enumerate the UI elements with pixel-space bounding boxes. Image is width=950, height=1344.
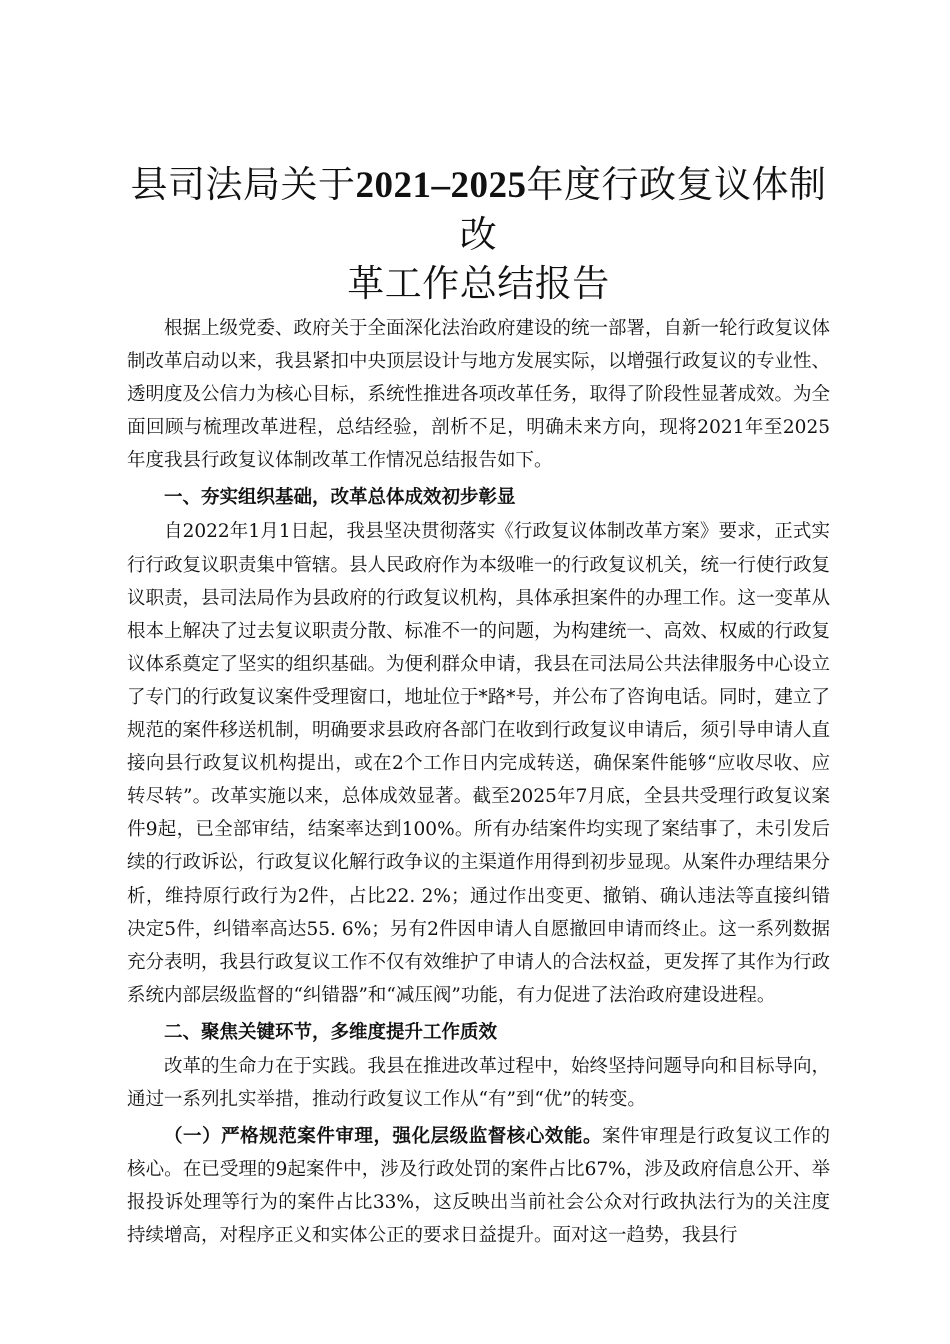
subsection1-paragraph [127, 1120, 830, 1252]
section2-heading: 二、聚焦关键环节，多维度提升工作质效 [164, 1021, 498, 1043]
title-years: 2021–2025 [355, 165, 527, 206]
document-title [127, 160, 830, 308]
intro-paragraph: 根据上级党委、政府关于全面深化法治政府建设的统一部署，自新一轮行政复议体制改革启动以来，我县紧扣中央顶层设计与地方发展实际，以增强行政复议的专业性、透明度及公信力为核心目标，系统性推进各项改革任务，取得了阶段性显著成效。为全面回顾与梳理改革进程，总结经验，剖析不足，明确未来方向，现将2021年至2025年度我县行政复议体制改革工作情况总结报告如下。 [127, 318, 831, 472]
subsection1-lead: （一）严格规范案件审理，强化层级监督核心效能。 [164, 1126, 602, 1148]
section2-paragraph: 改革的生命力在于实践。我县在推进改革过程中，始终坚持问题导向和目标导向，通过一系列扎实举措，推动行政复议工作从“有”到“优”的转变。 [127, 1055, 831, 1110]
subsection1-body: 案件审理是行政复议工作的核心。在已受理的9起案件中，涉及行政处罚的案件占比67%，涉及政府信息公开、举报投诉处理等行为的案件占比33%，这反映出当前社会公众对行政执法行为的关注度持续增高，对程序正义和实体公正的要求日益提升。面对这一趋势，我县行 [127, 1126, 830, 1247]
title-line2: 革工作总结报告 [347, 262, 610, 305]
title-line1-suffix: 年度行政复议体制改 [459, 163, 827, 256]
title-line1-prefix: 县司法局关于 [130, 163, 356, 206]
document-page [127, 160, 830, 1252]
section1-paragraph: 自2022年1月1日起，我县坚决贯彻落实《行政复议体制改革方案》要求，正式实行行政复议职责集中管辖。县人民政府作为本级唯一的行政复议机关，统一行使行政复议职责，县司法局作为县政府的行政复议机构，具体承担案件的办理工作。这一变革从根本上解决了过去复议职责分散、标准不一的问题，为构建统一、高效、权威的行政复议体系奠定了坚实的组织基础。为便利群众申请，我县在司法局公共法律服务中心设立了专门的行政复议案件受理窗口，地址位于*路*号，并公布了咨询电话。同时，建立了规范的案件移送机制，明确要求县政府各部门在收到行政复议申请后，须引导申请人直接向县行政复议机构提出，或在2个工作日内完成转送，确保案件能够“应收尽收、应转尽转”。改革实施以来，总体成效显著。截至2025年7月底，全县共受理行政复议案件9起，已全部审结，结案率达到100%。所有办结案件均实现了案结事了，未引发后续的行政诉讼，行政复议化解行政争议的主渠道作用得到初步显现。从案件办理结果分析，维持原行政行为2件，占比22. 2%；通过作出变更、撤销、确认违法等直接纠错决定5件，纠错率高达55. 6%；另有2件因申请人自愿撤回申请而终止。这一系列数据充分表明，我县行政复议工作不仅有效维护了申请人的合法权益，更发挥了其作为行政系统内部层级监督的“纠错器”和“减压阀”功能，有力促进了法治政府建设进程。 [127, 521, 831, 1006]
section1-heading: 一、夯实组织基础，改革总体成效初步彰显 [164, 487, 516, 509]
